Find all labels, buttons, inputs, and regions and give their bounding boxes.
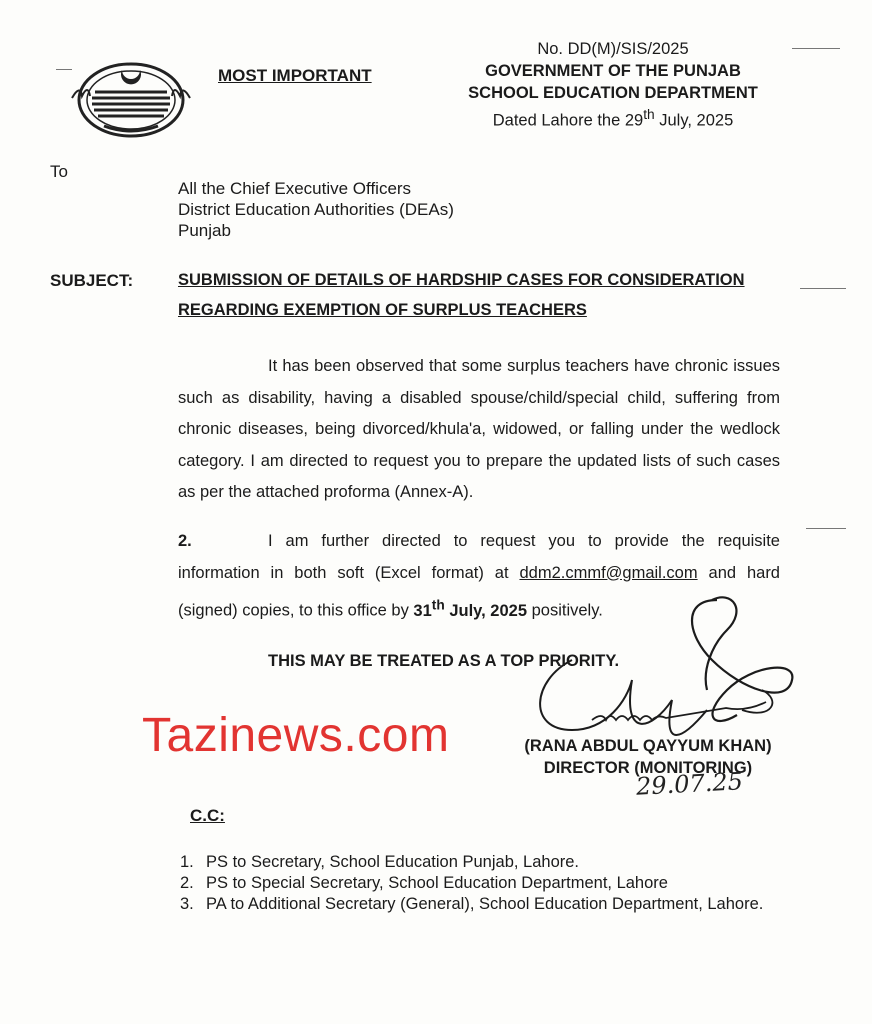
addressee-line: Punjab [178, 221, 231, 240]
paragraph-1: It has been observed that some surplus teachers have chronic issues such as disability, having a disabled spouse/child/special child, suffering from chronic diseases, being divorced/khula'a, widowed, or falling under the wedlock category. I am directed to request you to prepare the updated lists of such cases as per the attached proforma (Annex-A). [178, 357, 780, 501]
signatory-designation: DIRECTOR (MONITORING) [543, 759, 753, 777]
addressee-line: All the Chief Executive Officers [178, 179, 412, 198]
to-label: To [50, 162, 68, 181]
list-number: 2. [180, 874, 194, 892]
subject-text [178, 265, 778, 325]
signatory-name: (RANA ABDUL QAYYUM KHAN) [524, 737, 772, 755]
cc-list [180, 852, 790, 915]
deadline-date [413, 597, 528, 620]
date-suffix: July, 2025 [654, 111, 734, 130]
subject-line: SUBMISSION OF DETAILS OF HARDSHIP CASES FOR CONSIDERATION [178, 271, 745, 289]
list-number: 1. [180, 853, 194, 871]
list-text: PA to Additional Secretary (General), School Education Department, Lahore. [206, 895, 764, 913]
list-text: PS to Secretary, School Education Punjab, Lahore. [206, 853, 580, 871]
deadline-day: 31 [413, 601, 432, 620]
letter-number: No. DD(M)/SIS/2025 [537, 40, 689, 58]
scan-mark [792, 48, 840, 49]
list-text: PS to Special Secretary, School Education Department, Lahore [206, 874, 668, 892]
paragraph-number: 2. [178, 532, 192, 550]
paragraph-2-end: positively. [527, 601, 603, 620]
government-name: GOVERNMENT OF THE PUNJAB [485, 62, 741, 80]
paragraph-2-text: I am further directed to request you to provide the requisite information in both soft (Excel format) at [178, 532, 780, 582]
most-important-label: MOST IMPORTANT [218, 66, 372, 85]
handwritten-date: 29.07.25 [635, 767, 744, 801]
addressee-line: District Education Authorities (DEAs) [178, 200, 454, 219]
addressee-block [178, 178, 454, 241]
list-item [180, 852, 790, 873]
scan-mark [800, 288, 846, 289]
cc-label: C.C: [190, 806, 225, 825]
deadline-sup: th [431, 597, 445, 612]
punjab-government-logo [70, 60, 192, 140]
subject-line: REGARDING EXEMPTION OF SURPLUS TEACHERS [178, 301, 587, 319]
list-item [180, 873, 790, 894]
subject-label: SUBJECT: [50, 271, 134, 290]
letter-header [448, 38, 778, 132]
list-number: 3. [180, 895, 194, 913]
paragraph-2-text-cont: and hard (signed) copies, to this office by [178, 563, 780, 620]
scan-mark [56, 69, 72, 70]
department-name: SCHOOL EDUCATION DEPARTMENT [468, 84, 758, 102]
watermark-text: Tazinews.com [142, 709, 450, 762]
list-item [180, 894, 790, 915]
deadline-rest: July, 2025 [444, 601, 528, 620]
date-prefix: Dated Lahore the 29 [492, 111, 644, 130]
scan-mark [806, 528, 846, 529]
email-link[interactable]: ddm2.cmmf@gmail.com [519, 563, 698, 582]
priority-note: THIS MAY BE TREATED AS A TOP PRIORITY. [268, 652, 620, 670]
date-sup: th [643, 107, 655, 122]
letter-date [448, 104, 778, 132]
